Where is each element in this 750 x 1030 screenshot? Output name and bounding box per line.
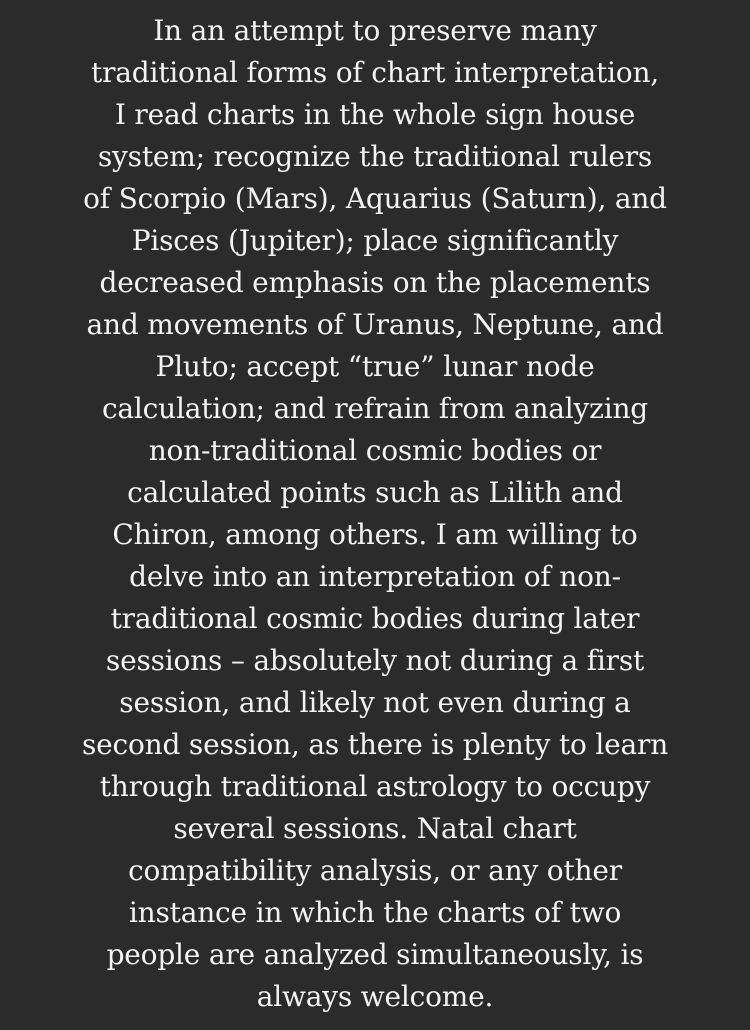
text-line: always welcome. bbox=[256, 980, 494, 1013]
text-line: decreased emphasis on the placements bbox=[99, 266, 651, 299]
text-line: Pisces (Jupiter); place significantly bbox=[131, 224, 619, 257]
text-line: calculation; and refrain from analyzing bbox=[101, 392, 649, 425]
text-line: delve into an interpretation of non- bbox=[129, 560, 621, 593]
text-line: traditional forms of chart interpretation, bbox=[91, 56, 659, 89]
text-line: second session, as there is plenty to learn bbox=[81, 728, 669, 761]
text-line: I read charts in the whole sign house bbox=[114, 98, 636, 131]
text-line: Pluto; accept “true” lunar node bbox=[155, 350, 595, 383]
text-line: compatibility analysis, or any other bbox=[128, 854, 622, 887]
text-line: through traditional astrology to occupy bbox=[99, 770, 651, 803]
text-line: people are analyzed simultaneously, is bbox=[106, 938, 644, 971]
text-line: Chiron, among others. I am willing to bbox=[112, 518, 638, 551]
text-line: traditional cosmic bodies during later bbox=[110, 602, 640, 635]
text-line: system; recognize the traditional rulers bbox=[97, 140, 653, 173]
text-line: non-traditional cosmic bodies or bbox=[148, 434, 602, 467]
text-line: session, and likely not even during a bbox=[119, 686, 631, 719]
body-paragraph bbox=[0, 10, 750, 1018]
text-line: and movements of Uranus, Neptune, and bbox=[86, 308, 664, 341]
text-line: instance in which the charts of two bbox=[128, 896, 622, 929]
text-line: calculated points such as Lilith and bbox=[127, 476, 623, 509]
text-line: several sessions. Natal chart bbox=[173, 812, 577, 845]
text-line: of Scorpio (Mars), Aquarius (Saturn), and bbox=[83, 182, 667, 215]
text-line: sessions – absolutely not during a first bbox=[105, 644, 645, 677]
text-line: In an attempt to preserve many bbox=[153, 14, 597, 47]
